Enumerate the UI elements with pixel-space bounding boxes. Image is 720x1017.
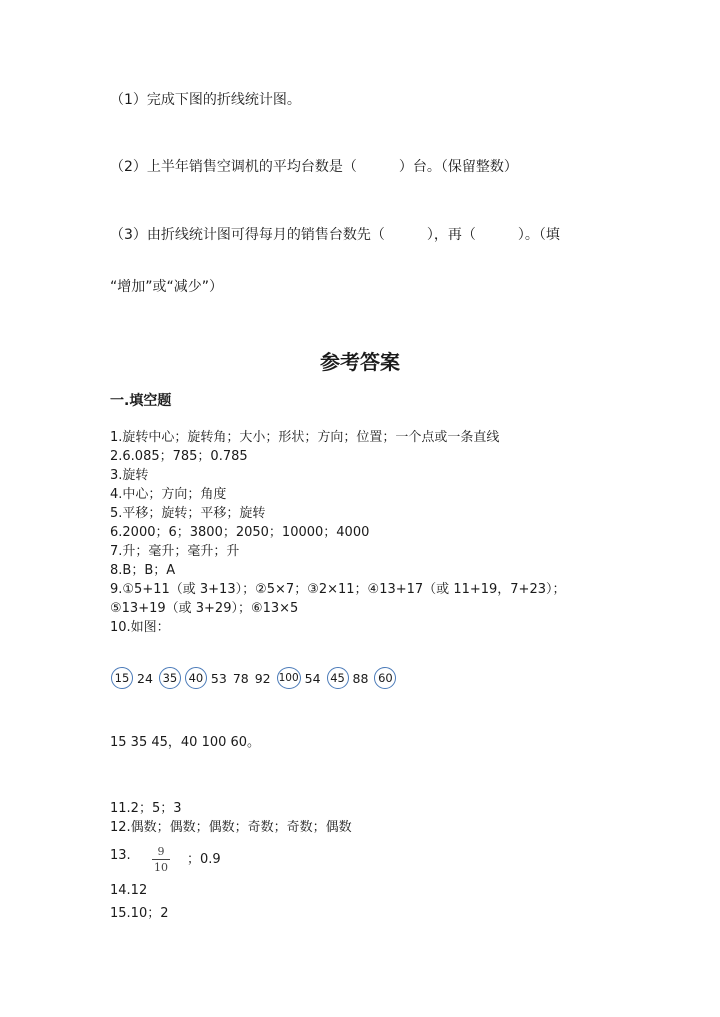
- question-2: （2）上半年销售空调机的平均台数是（ ）台。（保留整数）: [110, 159, 518, 175]
- answer-13-fraction: [152, 845, 170, 874]
- answer-9-line2: ⑤13+19（或 3+29）；⑥13×5: [110, 601, 299, 616]
- section-title: 一.填空题: [110, 393, 172, 409]
- question-3: （3）由折线统计图可得每月的销售台数先（ ），再（ ）。（填: [110, 227, 560, 243]
- answer-8: 8.B；B；A: [110, 563, 176, 578]
- plain-number: 92: [254, 670, 271, 686]
- answer-15: 15.10；2: [110, 906, 169, 921]
- plain-number: 78: [232, 670, 249, 686]
- answer-9-line1: 9.①5+11（或 3+13）；②5×7；③2×11；④13+17（或 11+19，7+23）；: [110, 582, 566, 597]
- plain-number: 24: [137, 670, 153, 686]
- circled-numbers-row: [111, 666, 400, 690]
- answer-12: 12.偶数；偶数；偶数；奇数；奇数；偶数: [110, 820, 352, 835]
- answer-11: 11.2；5；3: [110, 801, 182, 816]
- answer-6: 6.2000；6；3800；2050；10000；4000: [110, 525, 370, 540]
- answer-2: 2.6.085；785；0.785: [110, 449, 248, 464]
- circled-number: 60: [374, 667, 396, 689]
- answer-3: 3.旋转: [110, 468, 149, 483]
- plain-number: 54: [304, 670, 321, 686]
- circled-number: 100: [277, 667, 301, 689]
- circled-number: 35: [159, 667, 181, 689]
- answer-1: 1.旋转中心；旋转角；大小；形状；方向；位置；一个点或一条直线: [110, 430, 500, 445]
- fraction-numerator: 9: [157, 845, 165, 858]
- question-3-continued: “增加”或“减少”）: [110, 279, 224, 295]
- answer-title: 参考答案: [320, 350, 400, 374]
- circled-number: 15: [111, 667, 133, 689]
- question-1: （1）完成下图的折线统计图。: [110, 92, 301, 108]
- plain-number: 88: [352, 670, 369, 686]
- plain-number: 53: [210, 670, 227, 686]
- answer-14: 14.12: [110, 883, 148, 898]
- answer-10-result: 15 35 45，40 100 60。: [110, 735, 261, 750]
- answer-13-rest: ；0.9: [187, 852, 221, 867]
- answer-7: 7.升；毫升；毫升；升: [110, 544, 240, 559]
- circled-number: 40: [185, 667, 207, 689]
- answer-4: 4.中心；方向；角度: [110, 487, 227, 502]
- answer-10: 10.如图：: [110, 620, 170, 635]
- answer-13-label: 13.: [110, 848, 131, 863]
- fraction-denominator: 10: [154, 861, 168, 874]
- answer-5: 5.平移；旋转；平移；旋转: [110, 506, 266, 521]
- circled-number: 45: [327, 667, 349, 689]
- fraction-bar: [152, 859, 170, 860]
